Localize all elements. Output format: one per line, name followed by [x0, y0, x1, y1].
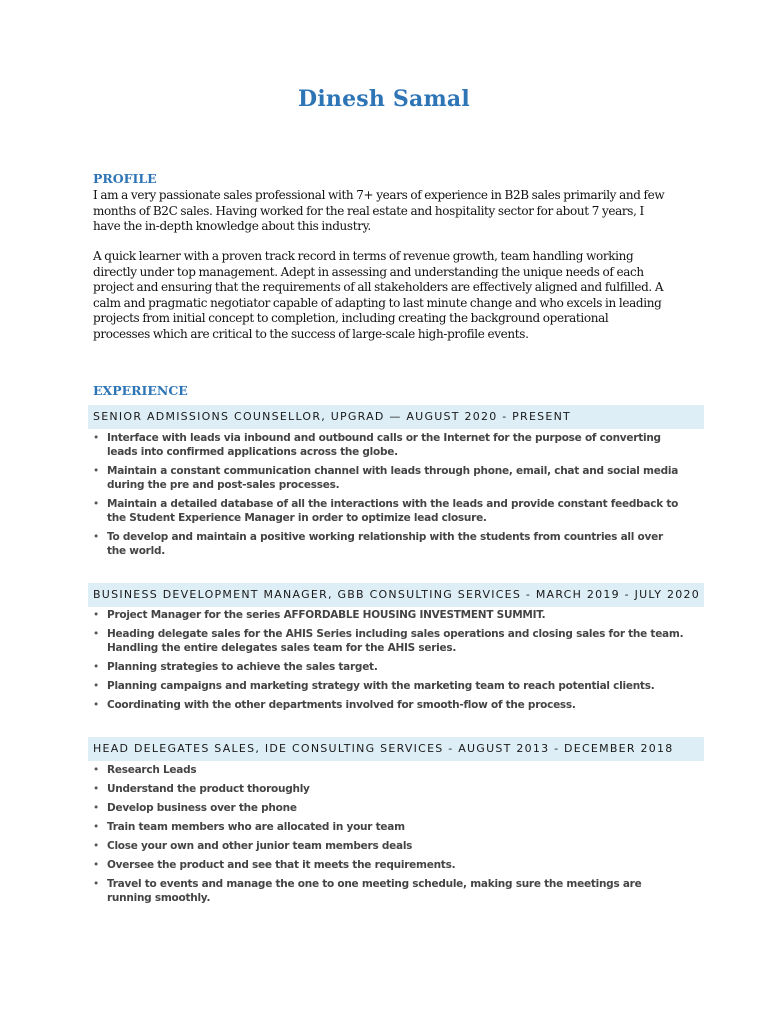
profile-line: have the in-depth knowledge about this industry.	[93, 219, 371, 234]
list-item: • Close your own and other junior team members deals	[93, 840, 413, 852]
profile-line: months of B2C sales. Having worked for the real estate and hospitality sector for about 7 years, I	[93, 203, 644, 218]
list-item: • Planning strategies to achieve the sales target.	[93, 661, 378, 673]
job-title-bar	[88, 405, 704, 429]
job-bullet-list	[93, 608, 705, 712]
job-title-bar	[88, 583, 704, 607]
bullet-icon: •	[93, 661, 99, 673]
candidate-name: Dinesh Samal	[298, 86, 470, 112]
bullet-icon: •	[93, 802, 99, 814]
profile-line: calm and pragmatic negotiator capable of adapting to last minute change and who excels in leading	[93, 295, 662, 310]
bullet-icon: •	[93, 783, 99, 795]
bullet-icon: •	[93, 465, 99, 477]
list-item: • Planning campaigns and marketing strategy with the marketing team to reach potential clients.	[93, 680, 655, 692]
bullet-icon: •	[93, 531, 99, 543]
list-item: • Coordinating with the other departments involved for smooth-flow of the process.	[93, 699, 576, 711]
bullet-icon: •	[93, 498, 99, 510]
job-title: BUSINESS DEVELOPMENT MANAGER, GBB CONSULTING SERVICES - MARCH 2019 - JULY 2020	[93, 588, 701, 601]
list-item: • Project Manager for the series AFFORDABLE HOUSING INVESTMENT SUMMIT.	[93, 609, 546, 621]
list-item: • Understand the product thoroughly	[93, 783, 310, 795]
profile-line: projects from initial concept to completion, including creating the background operational	[93, 311, 609, 326]
profile-line: directly under top management. Adept in assessing and understanding the unique needs of each	[93, 264, 644, 279]
list-item: • To develop and maintain a positive working relationship with the students from countries all over the world.	[93, 531, 663, 557]
bullet-icon: •	[93, 821, 99, 833]
profile-line: project and ensuring that the requirements of all stakeholders are effectively aligned and fulfilled. A	[93, 280, 664, 295]
bullet-icon: •	[93, 680, 99, 692]
bullet-icon: •	[93, 840, 99, 852]
bullet-icon: •	[93, 609, 99, 621]
job-title-bar	[88, 737, 704, 761]
job-bullet-list	[93, 431, 705, 558]
profile-line: A quick learner with a proven track record in terms of revenue growth, team handling working	[93, 249, 634, 263]
bullet-icon: •	[93, 699, 99, 711]
profile-paragraph-1	[93, 188, 705, 235]
profile-heading: PROFILE	[93, 171, 157, 186]
bullet-icon: •	[93, 764, 99, 776]
bullet-icon: •	[93, 432, 99, 444]
list-item: • Train team members who are allocated in your team	[93, 821, 405, 833]
list-item: • Travel to events and manage the one to one meeting schedule, making sure the meetings are running smoothly.	[93, 878, 642, 904]
experience-heading: EXPERIENCE	[93, 383, 188, 398]
job-bullet-list	[93, 763, 705, 905]
list-item: • Interface with leads via inbound and outbound calls or the Internet for the purpose of converting leads into confirmed applications across the globe.	[93, 432, 661, 458]
list-item: • Maintain a constant communication channel with leads through phone, email, chat and social media during the pre and post-sales processes.	[93, 465, 679, 491]
list-item: • Maintain a detailed database of all the interactions with the leads and provide constant feedback to the Student Experience Manager in order to optimize lead closure.	[93, 498, 679, 524]
bullet-icon: •	[93, 859, 99, 871]
list-item: • Research Leads	[93, 764, 197, 776]
profile-line: I am a very passionate sales professional with 7+ years of experience in B2B sales primarily and few	[93, 188, 665, 202]
list-item: • Oversee the product and see that it meets the requirements.	[93, 859, 456, 871]
job-title: HEAD DELEGATES SALES, IDE CONSULTING SERVICES - AUGUST 2013 - DECEMBER 2018	[93, 742, 674, 755]
list-item: • Develop business over the phone	[93, 802, 297, 814]
list-item: • Heading delegate sales for the AHIS Series including sales operations and closing sales for the team. Handling the entire delegates sales team for the AHIS series.	[93, 628, 684, 654]
bullet-icon: •	[93, 628, 99, 640]
profile-line: processes which are critical to the success of large-scale high-profile events.	[93, 326, 529, 341]
profile-paragraph-2	[93, 249, 705, 343]
job-title: SENIOR ADMISSIONS COUNSELLOR, UPGRAD — AUGUST 2020 - PRESENT	[93, 410, 572, 423]
bullet-icon: •	[93, 878, 99, 890]
